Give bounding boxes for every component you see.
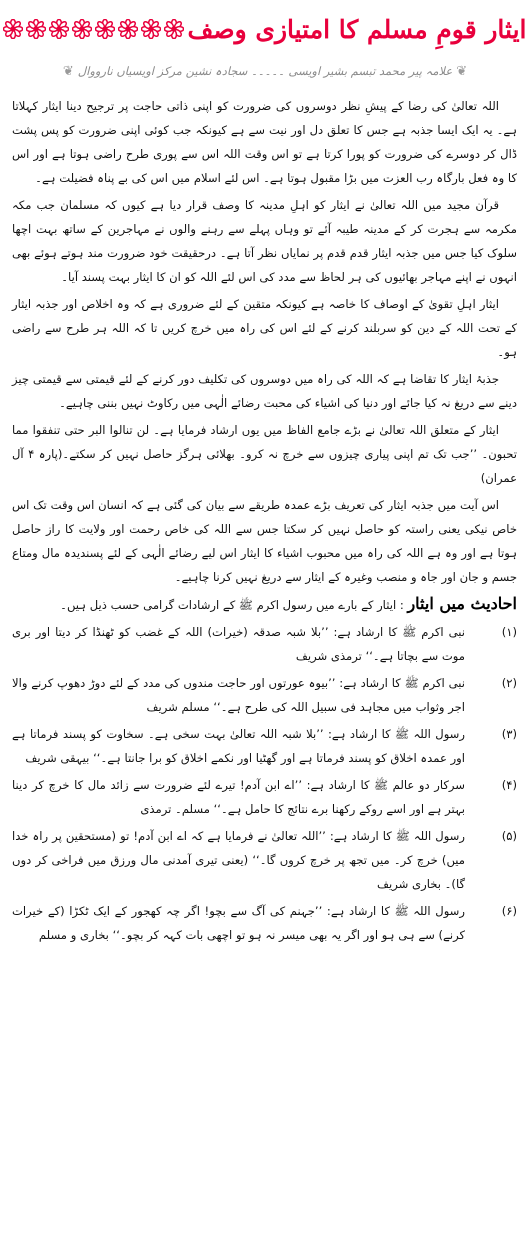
page-title: ایثار قومِ مسلم کا امتیازی وصف [187,14,527,44]
hadith-item [12,899,517,947]
hadith-number: (۲) [501,676,517,690]
section-intro: : ایثار کے بارے میں رسول اکرم ﷺ کے ارشادات گرامی حسب ذیل ہیں۔ [60,598,404,612]
flower-icon [95,19,115,39]
section-intro-line [12,592,517,617]
hadith-number: (۱) [501,625,517,639]
paragraph: اس آیت میں جذبہ ایثار کی تعریف بڑے عمدہ طریقے سے بیان کی گئی ہے کہ انسان اس وقت تک اس خاص نیکی یعنی راستہ کو حاصل نہیں کر سکتا جس سے اللہ کی خاص رحمت اور ولایت کا راز حاصل ہوتا ہے اور وہ ہے اللہ کی راہ میں محبوب اشیاء کا ایثار اس لیے رضائے الٰہی کے لئے پسندیدہ مال ومتاع جسم و جان اور جاہ و منصب وغیرہ کے ایثار سے دریغ نہیں کرنا چاہیے۔ [12,498,517,584]
article-body [12,94,517,950]
paragraph: اللہ تعالیٰ کی رضا کے پیشِ نظر دوسروں کی ضرورت کو اپنی ذاتی حاجت پر ترجیح دینا ایثار کہلاتا ہے۔ یہ ایک ایسا جذبہ ہے جس کا تعلق دل اور نیت سے ہے کیونکہ جب کوئی اپنی ضرورت کو پس پشت ڈال کر دوسرے کی ضرورت کو پورا کرتا ہے تو اس وقت اللہ اس سے پوری طرح راضی ہوتا ہے اور اس کا وہ فعل بارگاہ رب العزت میں بڑا مقبول ہوتا ہے۔ اس لئے اسلام میں اس کی بے پناہ فضیلت ہے۔ [12,99,517,185]
title-ornaments [3,19,184,39]
flower-icon [3,19,23,39]
hadith-number: (۴) [501,778,517,792]
paragraph: قرآن مجید میں اللہ تعالیٰ نے ایثار کو اہلِ مدینہ کا وصف قرار دیا ہے کیوں کہ مسلمان جب مکہ مکرمہ سے ہجرت کر کے مدینہ طیبہ آئے تو وہاں پہلے سے رہنے والوں نے مہاجرین کے ساتھ بہت اچھا سلوک کیا جس میں جذبہ ایثار قدم قدم پر نمایاں نظر آتا ہے۔ درحقیقت خود ضرورت مند ہوتے ہوئے بھی انہوں نے اپنے مہاجر بھائیوں کی ہر لحاظ سے مدد کی اس لئے اللہ کو ان کا ایثار بہت پسند آیا۔ [12,198,517,284]
hadith-text: نبی اکرم ﷺ کا ارشاد ہے: ’’بیوہ عورتوں اور حاجت مندوں کی مدد کے لئے دوڑ دھوپ کرنے والا اجر وثواب میں مجاہد فی سبیل اللہ کی طرح ہے۔‘‘ مسلم شریف [12,676,465,714]
flower-icon [72,19,92,39]
flower-icon [118,19,138,39]
hadith-text: رسول اللہ ﷺ کا ارشاد ہے: ’’جہنم کی آگ سے بچو! اگر چہ کھجور کے ایک ٹکڑا (کے خیرات کرنے) سے ہی ہو اور اگر یہ بھی میسر نہ ہو تو اچھی بات کہہ کر بچو۔‘‘ بخاری و مسلم [12,904,465,942]
hadith-number: (۵) [501,829,517,843]
flower-icon [49,19,69,39]
paragraph: جذبۂ ایثار کا تقاضا ہے کہ اللہ کی راہ میں دوسروں کی تکلیف دور کرنے کے لئے قیمتی سے قیمتی چیز دینے سے دریغ نہ کیا جائے اور دنیا کی اشیاء کی محبت رضائے الٰہی میں رکاوٹ نہیں بننی چاہیے۔ [12,372,517,410]
banner-ornament-icon: ❦ [62,63,74,79]
hadith-text: سرکار دو عالم ﷺ کا ارشاد ہے: ’’اے ابن آدم! تیرے لئے ضرورت سے زائد مال کا خرچ کر دینا بہتر ہے اور اسے روکے رکھنا برے نتائج کا حامل ہے۔‘‘ مسلم۔ ترمذی [12,778,465,816]
flower-icon [164,19,184,39]
hadith-item [12,671,517,719]
author-banner [62,60,468,82]
hadith-text: نبی اکرم ﷺ کا ارشاد ہے: ’’بلا شبہ صدقہ (خیرات) اللہ کے غضب کو ٹھنڈا کر دیتا اور بری موت سے بچاتا ہے۔‘‘ ترمذی شریف [12,625,465,663]
paragraph: ایثار کے متعلق اللہ تعالیٰ نے بڑے جامع الفاظ میں یوں ارشاد فرمایا ہے۔ لن تنالوا البر حتی تنفقوا مما تحبون۔ ’’جب تک تم اپنی پیاری چیزوں سے خرچ نہ کرو۔ بھلائی ہرگز حاصل نہیں کر سکتے۔(پارہ ۴ آل عمران) [12,423,517,485]
hadith-number: (۶) [501,904,517,918]
banner-ornament-icon: ❦ [456,63,468,79]
hadith-text: رسول اللہ ﷺ کا ارشاد ہے: ’’اللہ تعالیٰ نے فرمایا ہے کہ اے ابن آدم! تو (مستحقین پر راہ خدا میں) خرچ کر۔ میں تجھ پر خرچ کروں گا۔‘‘ (یعنی تیری آمدنی مال ورزق میں فراخی کر دوں گا)۔ بخاری شریف [12,829,465,891]
section-heading: احادیث میں ایثار [407,594,517,613]
flower-icon [141,19,161,39]
title-row [4,6,525,52]
author-line: علامہ پیر محمد تبسم بشیر اویسی ۔۔۔۔۔ سجادہ نشین مرکز اویسیاں نارووال [77,64,453,78]
flower-icon [26,19,46,39]
hadith-item [12,773,517,821]
hadith-item [12,620,517,668]
paragraph: ایثار اہلِ تقویٰ کے اوصاف کا خاصہ ہے کیونکہ متقین کے لئے ضروری ہے کہ وہ اخلاص اور جذبہ ایثار کے تحت اللہ کے دین کو سربلند کرنے کے لئے اس کی راہ میں خرچ کریں تا کہ اللہ ہر طرح سے راضی ہو۔ [12,297,517,359]
hadith-item [12,722,517,770]
hadith-number: (۳) [501,727,517,741]
hadith-item [12,824,517,896]
hadith-text: رسول اللہ ﷺ کا ارشاد ہے: ’’بلا شبہ اللہ تعالیٰ بہت سخی ہے۔ سخاوت کو پسند فرماتا ہے اور عمدہ اخلاق کو پسند فرماتا ہے اور گھٹیا اور نکمے اخلاق کو برا جانتا ہے۔‘‘ بیہقی شریف [12,727,465,765]
